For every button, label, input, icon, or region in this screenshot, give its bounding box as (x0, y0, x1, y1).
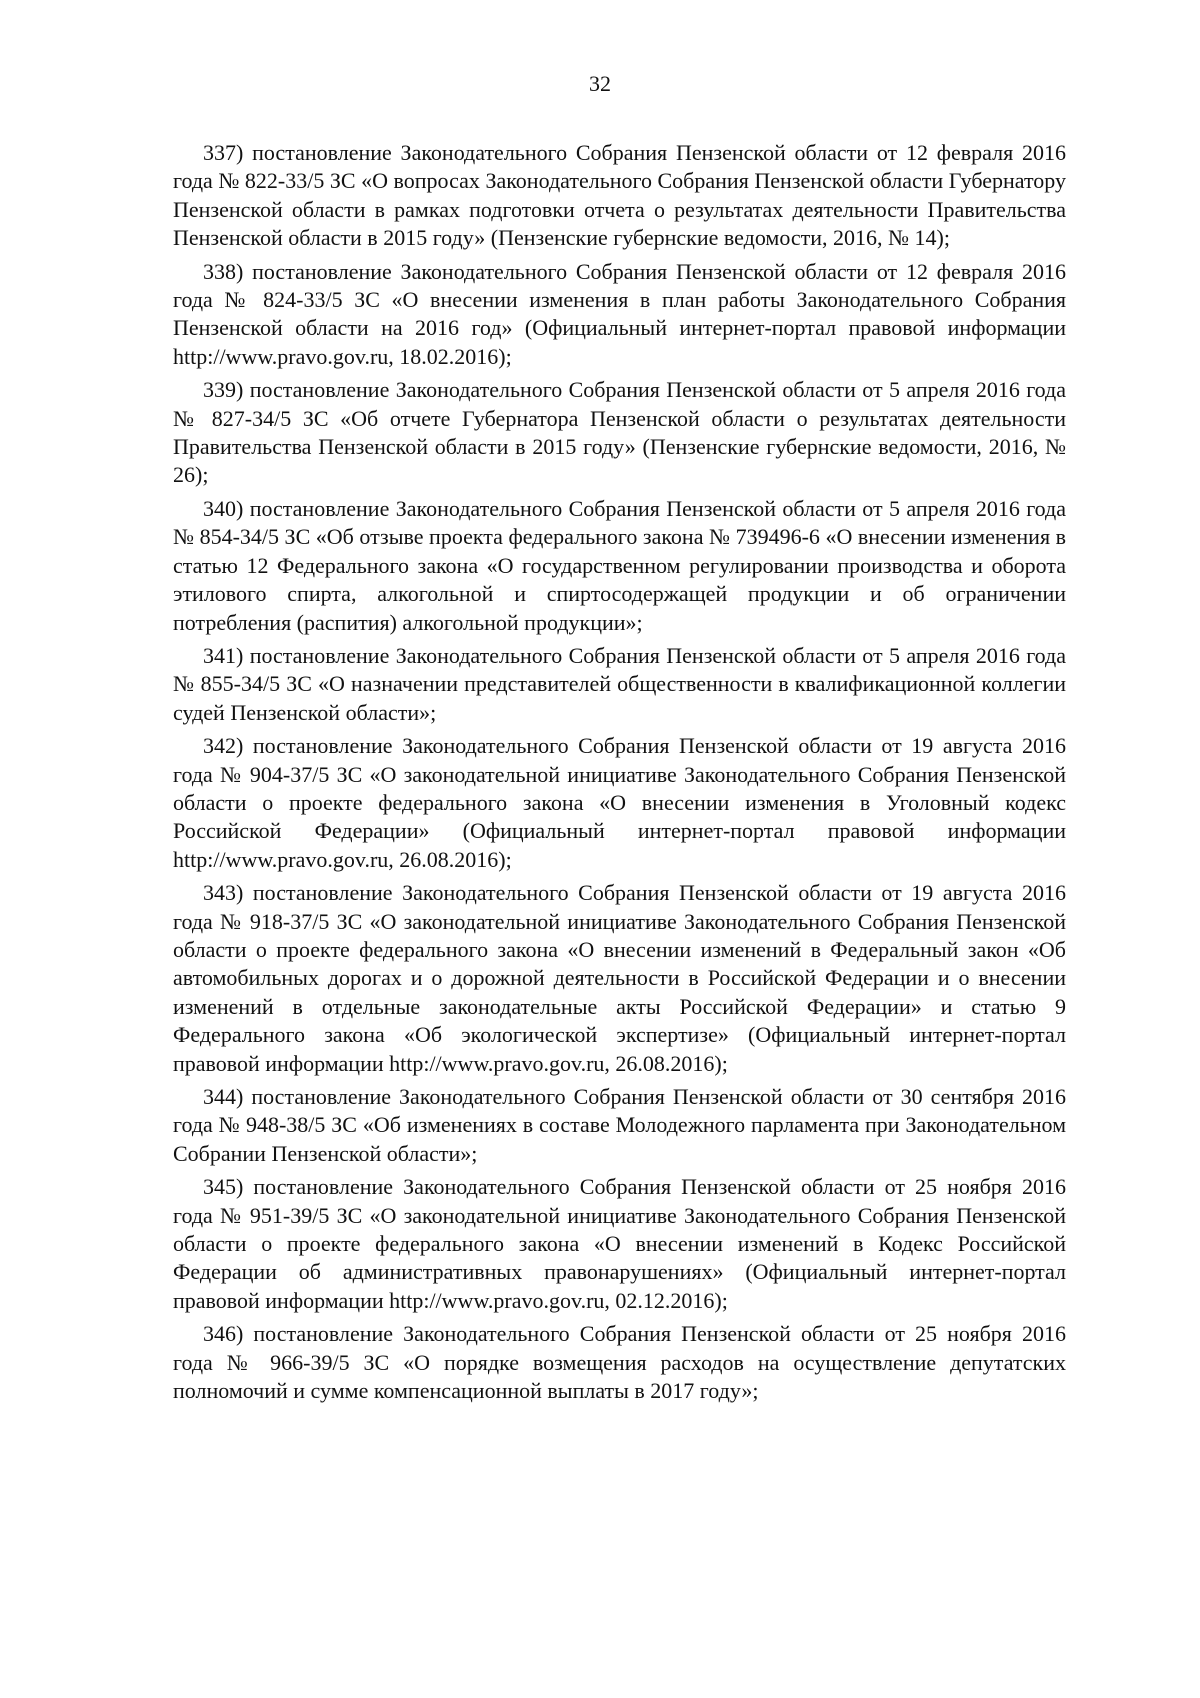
list-item-341: 341) постановление Законодательного Собрания Пензенской области от 5 апреля 2016 года № 855-34/5 ЗС «О назначении представителей общественности в квалификационной коллегии судей Пензенской области»; (173, 642, 1066, 725)
page-number: 32 (589, 71, 611, 96)
list-item-337: 337) постановление Законодательного Собрания Пензенской области от 12 февраля 2016 года № 822-33/5 ЗС «О вопросах Законодательного Собрания Пензенской области Губернатору Пензенской области в рамках подготовки отчета о результатах деятельности Правительства Пензенской области в 2015 году» (Пензенские губернские ведомости, 2016, № 14); (173, 140, 1066, 251)
list-item-343: 343) постановление Законодательного Собрания Пензенской области от 19 августа 2016 года № 918-37/5 ЗС «О законодательной инициативе Законодательного Собрания Пензенской области о проекте федерального закона «О внесении изменений в Федеральный закон «Об автомобильных дорогах и о дорожной деятельности в Российской Федерации и о внесении изменений в отдельные законодательные акты Российской Федерации» и статью 9 Федерального закона «Об экологической экспертизе» (Официальный интернет-портал правовой информации http://www.pravo.gov.ru, 26.08.2016); (173, 880, 1066, 1076)
list-item-342: 342) постановление Законодательного Собрания Пензенской области от 19 августа 2016 года № 904-37/5 ЗС «О законодательной инициативе Законодательного Собрания Пензенской области о проекте федерального закона «О внесении изменения в Уголовный кодекс Российской Федерации» (Официальный интернет-портал правовой информации http://www.pravo.gov.ru, 26.08.2016); (173, 733, 1066, 872)
list-item-345: 345) постановление Законодательного Собрания Пензенской области от 25 ноября 2016 года № 951-39/5 ЗС «О законодательной инициативе Законодательного Собрания Пензенской области о проекте федерального закона «О внесении изменений в Кодекс Российской Федерации об административных правонарушениях» (Официальный интернет-портал правовой информации http://www.pravo.gov.ru, 02.12.2016); (173, 1174, 1066, 1313)
list-item-340: 340) постановление Законодательного Собрания Пензенской области от 5 апреля 2016 года № 854-34/5 ЗС «Об отзыве проекта федерального закона № 739496-6 «О внесении изменения в статью 12 Федерального закона «О государственном регулировании производства и оборота этилового спирта, алкогольной и спиртосодержащей продукции и об ограничении потребления (распития) алкогольной продукции»; (173, 495, 1066, 635)
list-item-346: 346) постановление Законодательного Собрания Пензенской области от 25 ноября 2016 года № 966-39/5 ЗС «О порядке возмещения расходов на осуществление депутатских полномочий и сумме компенсационной выплаты в 2017 году»; (173, 1321, 1066, 1404)
document-body (173, 139, 1066, 1410)
list-item-339: 339) постановление Законодательного Собрания Пензенской области от 5 апреля 2016 года № 827-34/5 ЗС «Об отчете Губернатора Пензенской области о результатах деятельности Правительства Пензенской области в 2015 году» (Пензенские губернские ведомости, 2016, № 26); (173, 377, 1066, 488)
list-item-344: 344) постановление Законодательного Собрания Пензенской области от 30 сентября 2016 года № 948-38/5 ЗС «Об изменениях в составе Молодежного парламента при Законодательном Собрании Пензенской области»; (173, 1084, 1066, 1166)
list-item-338: 338) постановление Законодательного Собрания Пензенской области от 12 февраля 2016 года № 824-33/5 ЗС «О внесении изменения в план работы Законодательного Собрания Пензенской области на 2016 год» (Официальный интернет-портал правовой информации http://www.pravo.gov.ru, 18.02.2016); (173, 258, 1066, 369)
